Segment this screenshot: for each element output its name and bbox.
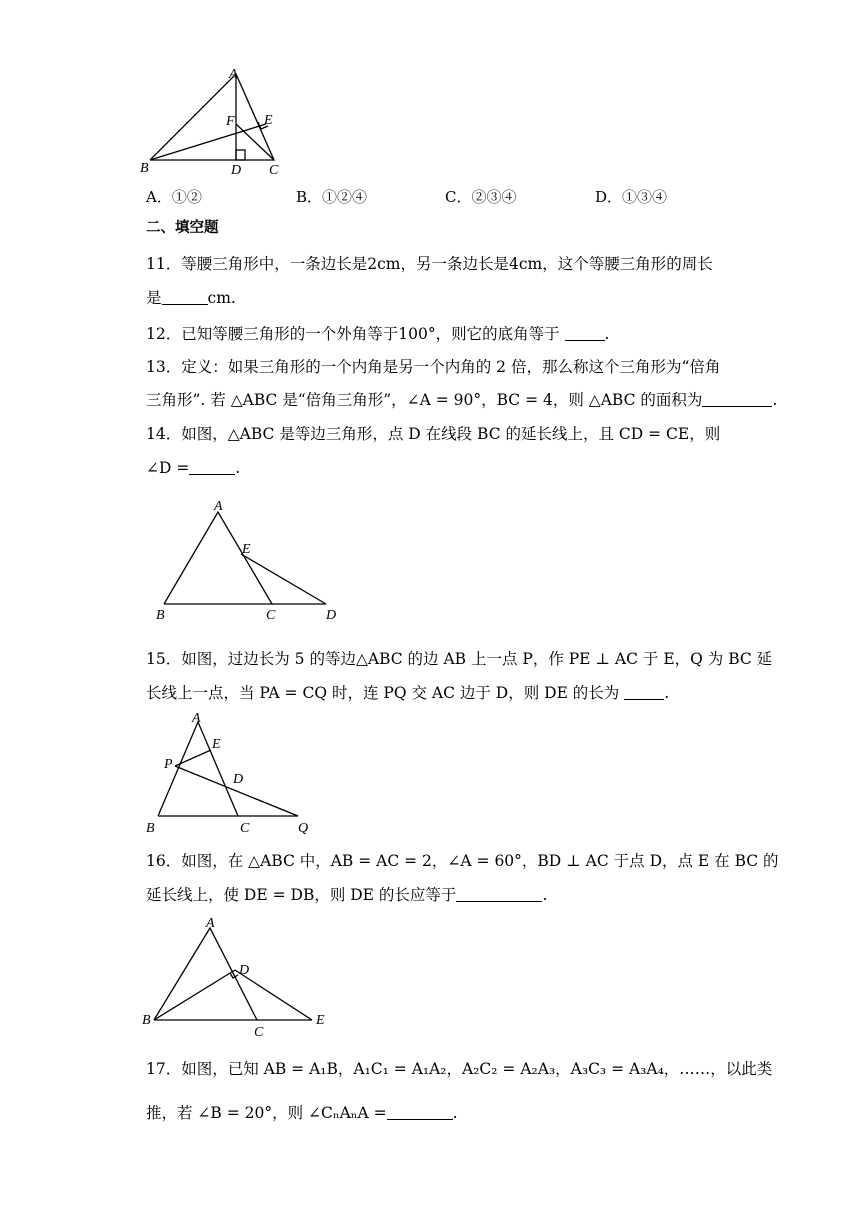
figure-q14 — [150, 498, 350, 628]
label-P: P — [164, 757, 173, 772]
q16-line1: 16．如图，在 △ABC 中，AB = AC = 2，∠A = 60°，BD ⊥ AC 于点 D，点 E 在 BC 的 — [146, 852, 779, 870]
label-E: E — [316, 1013, 325, 1028]
label-D: D — [239, 963, 250, 978]
q13-line2: 三角形”. 若 △ABC 是“倍角三角形”，∠A = 90°，BC = 4，则 △ABC 的面积为 . — [146, 391, 778, 409]
label-A: A — [206, 916, 215, 931]
q16-line2: 延长线上，使 DE = DB，则 DE 的长应等于 . — [146, 886, 548, 904]
label-E: E — [242, 542, 251, 557]
option-d[interactable]: D．①③④ — [595, 188, 668, 206]
q15-line1: 15．如图，过边长为 5 的等边△ABC 的边 AB 上一点 P，作 PE ⊥ AC 于 E，Q 为 BC 延 — [146, 650, 773, 668]
q17-line1: 17．如图，已知 AB = A₁B，A₁C₁ = A₁A₂，A₂C₂ = A₂A₃，A₃C₃ = A₃A₄，……，以此类 — [146, 1060, 773, 1078]
label-A: A — [229, 67, 238, 82]
option-b[interactable]: B．①②④ — [296, 188, 368, 206]
option-c[interactable]: C．②③④ — [445, 188, 517, 206]
label-C: C — [254, 1025, 264, 1040]
answer-blank[interactable] — [162, 290, 208, 305]
label-D: D — [326, 608, 337, 623]
q13-line1: 13．定义：如果三角形的一个内角是另一个内角的 2 倍，那么称这个三角形为“倍角 — [146, 358, 721, 376]
q14-line1: 14．如图，△ABC 是等边三角形，点 D 在线段 BC 的延长线上，且 CD = CE，则 — [146, 425, 721, 443]
q14-line2: ∠D = . — [146, 459, 241, 477]
label-D: D — [233, 772, 244, 787]
label-B: B — [142, 1013, 151, 1028]
label-F: F — [226, 114, 235, 129]
label-A: A — [192, 711, 201, 726]
label-B: B — [146, 821, 155, 836]
section-heading: 二、填空题 — [146, 220, 219, 236]
figure-q16 — [140, 910, 340, 1040]
label-C: C — [266, 608, 276, 623]
figure-q15 — [140, 708, 320, 838]
q17-line2: 推，若 ∠B = 20°，则 ∠CₙAₙA = . — [146, 1104, 458, 1122]
label-Q: Q — [298, 821, 309, 836]
q11-line1: 11．等腰三角形中，一条边长是2cm，另一条边长是4cm，这个等腰三角形的周长 — [146, 255, 713, 273]
label-C: C — [269, 163, 279, 178]
answer-blank[interactable] — [456, 887, 542, 902]
answer-blank[interactable] — [624, 685, 664, 700]
label-B: B — [156, 608, 165, 623]
label-A: A — [214, 499, 223, 514]
label-E: E — [212, 737, 221, 752]
q12-line: 12．已知等腰三角形的一个外角等于100°，则它的底角等于 . — [146, 325, 610, 343]
answer-blank[interactable] — [565, 326, 605, 341]
answer-blank[interactable] — [702, 392, 772, 407]
label-B: B — [140, 161, 149, 176]
q15-line2: 长线上一点，当 PA = CQ 时，连 PQ 交 AC 边于 D，则 DE 的长为 . — [146, 684, 670, 702]
label-D: D — [231, 163, 242, 178]
answer-blank[interactable] — [189, 460, 235, 475]
answer-blank[interactable] — [387, 1105, 453, 1120]
figure-q10 — [140, 62, 290, 178]
option-a[interactable]: A．①② — [146, 188, 202, 206]
label-C: C — [240, 821, 250, 836]
q11-line2: 是 cm. — [146, 289, 236, 307]
label-E: E — [264, 113, 273, 128]
